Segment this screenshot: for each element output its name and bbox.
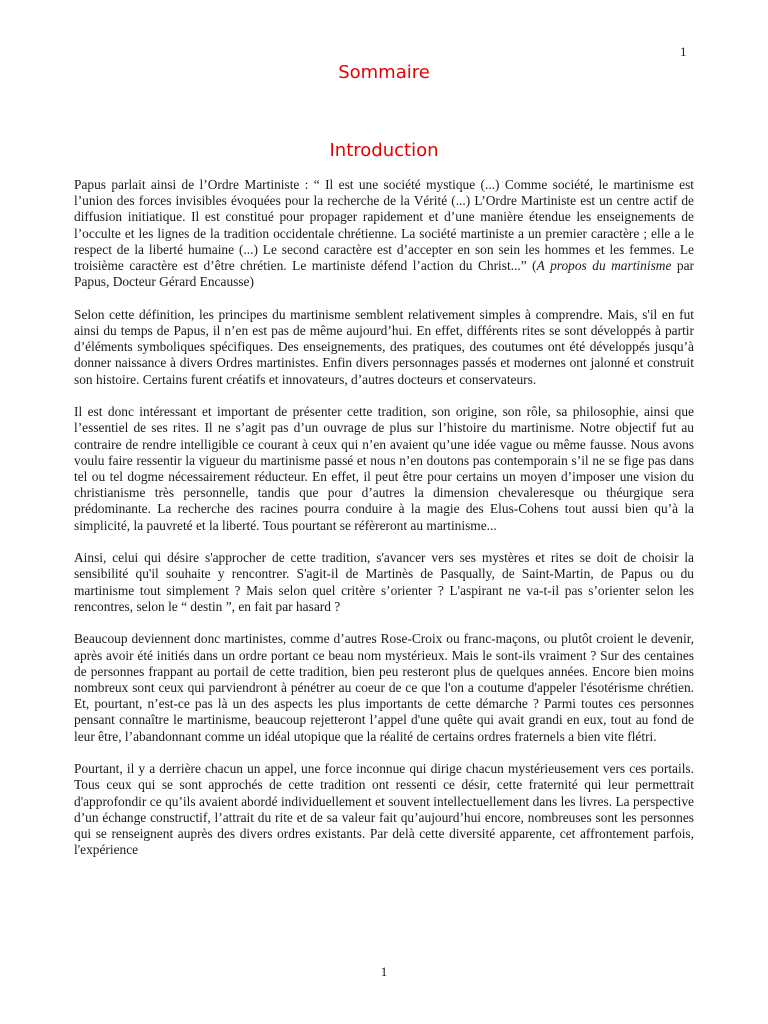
introduction-heading: Introduction [329,140,439,161]
book-title: A propos du martinisme [536,258,672,274]
footer-page-number: 1 [380,964,388,979]
paragraph-4: Ainsi, celui qui désire s'approcher de cette tradition, s'avancer vers ses mystères et rites se doit de choisir la sensibilité qu'il souhaite y rencontrer. S'agit-il de Martinès de Pasqually, de Saint-Martin, de Papus ou du martinisme tout simplement ? Mais selon quel critère s’orienter ? L'aspirant ne va-t-il pas s’orienter selon les rencontres, selon le “ destin ”, en fait par hasard ? [74,550,694,614]
paragraph-6: Pourtant, il y a derrière chacun un appel, une force inconnue qui dirige chacun mystérieusement vers ces portails. Tous ceux qui se sont approchés de cette tradition ont ressenti ce désir, cette fraternité qui leur permettrait d'approfondir ce qu’ils avaient abordé individuellement et souvent intellectuellement dans les livres. La perspective d’un échange constructif, l’attrait du rite et de sa valeur fait qu’aujourd’hui encore, nombreuses sont les personnes qui se renseignent auprès des divers ordres existants. Par delà cette diversité apparente, cet affrontement parfois, l'expérience [74,761,694,858]
paragraph-1-tail: par Papus, Docteur Gérard Encausse) [74,258,694,290]
header-page-number: 1 [680,44,687,59]
paragraph-1 [74,177,694,290]
document-body [74,177,694,858]
paragraph-1-text: Papus parlait ainsi de l’Ordre Martiniste : “ Il est une société mystique (...) Comme société, le martinisme est l’union des forces invisibles évoquées pour la recherche de la Vérité (...) L’Ordre Martiniste est un centre actif de diffusion initiatique. Il est constitué pour propager rapidement et d’une manière étendue les enseignements de l’occulte et les lignes de la tradition occidentale chrétienne. La société martiniste a un premier caractère ; elle a le respect de la liberté humaine (...) Le second caractère est d’accepter en son sein les hommes et les femmes. Le troisième caractère est d’être chrétien. Le martiniste défend l’action du Christ...” ( [74,177,694,274]
sommaire-title: Sommaire [338,62,430,83]
paragraph-3: Il est donc intéressant et important de présenter cette tradition, son origine, son rôle, sa philosophie, ainsi que l’essentiel de ses rites. Il ne s’agit pas d’un ouvrage de plus sur l’histoire du martinisme. Notre objectif fut au contraire de rendre intelligible ce courant à ceux qui n’en avaient qu’une idée vague ou même fausse. Nous avons voulu faire ressentir la vigueur du martinisme passé et nous n’en doutons pas contemporain s’il ne se fige pas dans tel ou tel dogme nécessairement réducteur. En effet, il peut être pour certains un moyen d’imposer une vision du christianisme très personnelle, tandis que pour d’autres la dimension chevaleresque ou théurgique sera prédominante. La recherche des racines pourra conduire à la magie des Elus-Cohens tout aussi bien qu’à la simplicité, la pauvreté et la liberté. Tous pourtant se réfèreront au martinisme... [74,404,694,533]
paragraph-2: Selon cette définition, les principes du martinisme semblent relativement simples à comprendre. Mais, s'il en fut ainsi du temps de Papus, il n’en est pas de même aujourd’hui. En effet, différents rites se sont développés à partir d’éléments symboliques spécifiques. Des enseignements, des pratiques, des coutumes ont été développés jusqu’à donner naissance à divers Ordres martinistes. Enfin divers personnages passés et modernes ont jalonné et construit son histoire. Certains furent créatifs et innovateurs, d’autres docteurs et conservateurs. [74,306,694,387]
paragraph-5: Beaucoup deviennent donc martinistes, comme d’autres Rose-Croix ou franc-maçons, ou plutôt croient le devenir, après avoir été initiés dans un ordre portant ce beau nom mystérieux. Mais le sont-ils vraiment ? Sur des centaines de personnes frappant au portail de cette tradition, bien peu resteront plus de quelques années. Encore bien moins nombreux sont ceux qui parviendront à pénétrer au coeur de ce que l'on a coutume d'appeler l'ésotérisme chrétien. Et, pourtant, n’est-ce pas là un des aspects les plus importants de cette démarche ? Parmi toutes ces personnes pensant connaître le martinisme, beaucoup rejetteront l’appel d'une quête qui avait grandi en eux, tout au fond de leur être, l’abandonnant comme un idéal utopique que la réalité de certains ordres fraternels a bien vite flétri. [74,631,694,744]
